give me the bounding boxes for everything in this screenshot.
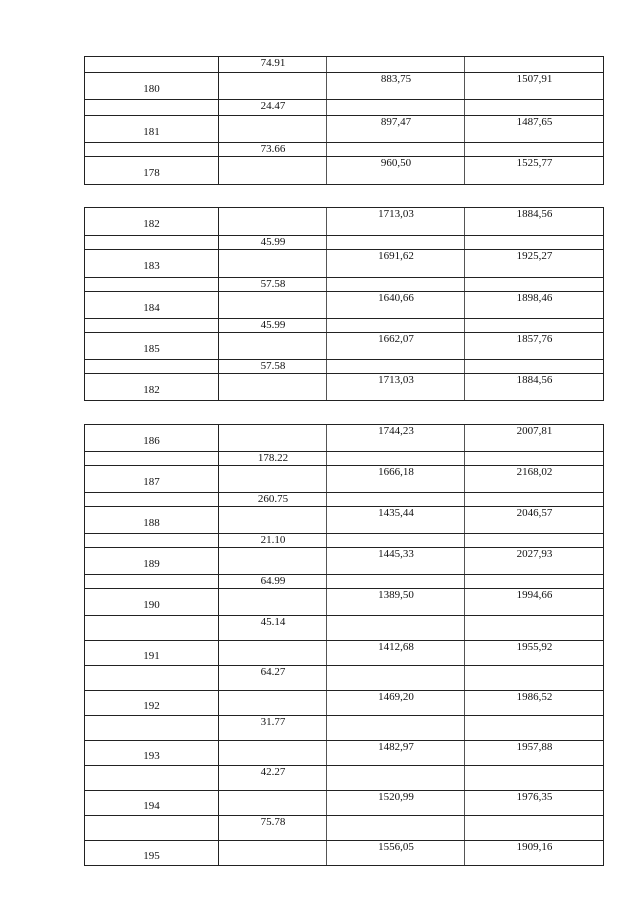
rule-line [84,815,604,816]
value-a: 1640,66 [378,292,414,304]
value-b: 2007,81 [516,425,553,437]
segment-value: 21.10 [260,534,286,546]
segment-value: 57.58 [260,278,286,290]
table-row [84,424,604,451]
rule-line [84,715,604,716]
segment-value: 260.75 [257,493,289,505]
row-id: 184 [143,302,160,314]
value-a: 960,50 [380,157,412,169]
table-cell [465,665,604,690]
table-row [84,506,604,533]
rule-line [84,277,604,278]
segment-value: 64.99 [260,575,286,587]
table-cell [327,765,465,790]
value-b: 2168,02 [516,466,553,478]
table-cell [465,318,604,332]
table-cell [327,715,465,740]
table-row [84,115,604,142]
value-b: 1525,77 [516,157,553,169]
table-cell [327,533,465,547]
table-cell [327,451,465,465]
table-cell [84,533,219,547]
rule-line [84,332,604,333]
table-cell [84,765,219,790]
value-b: 1909,16 [516,841,553,853]
value-a: 897,47 [380,116,412,128]
table-cell [465,56,604,72]
value-a: 1435,44 [378,507,414,519]
value-a: 1713,03 [378,374,414,386]
row-id: 192 [143,700,160,712]
separator-row [84,451,604,465]
table-cell [465,359,604,373]
separator-row [84,492,604,506]
table-cell [327,815,465,840]
table-cell [465,715,604,740]
row-id: 195 [143,850,160,862]
row-id: 194 [143,800,160,812]
table-row [84,740,604,765]
data-table [84,424,604,865]
table-cell [84,56,219,72]
table-cell [327,142,465,156]
table-cell [84,318,219,332]
rule-line [84,665,604,666]
table-row [84,588,604,615]
table-cell [465,142,604,156]
row-id: 182 [143,384,160,396]
separator-row [84,99,604,115]
table-cell [84,574,219,588]
table-cell [219,740,327,765]
value-b: 1884,56 [516,374,553,386]
table-cell [84,665,219,690]
value-a: 1556,05 [378,841,414,853]
segment-value: 74.91 [260,57,286,69]
table-cell [465,99,604,115]
row-id: 178 [143,167,160,179]
table-cell [84,99,219,115]
table-cell [219,207,327,235]
rule-line [84,115,604,116]
table-cell [219,156,327,184]
rule-line [84,506,604,507]
rule-line [84,492,604,493]
table-cell [219,373,327,400]
value-b: 2046,57 [516,507,553,519]
table-cell [465,451,604,465]
table-cell [84,715,219,740]
table-cell [465,277,604,291]
table-cell [84,235,219,249]
row-id: 180 [143,83,160,95]
value-a: 1389,50 [378,589,414,601]
row-id: 186 [143,435,160,447]
rule-line [84,574,604,575]
table-row [84,207,604,235]
row-id: 187 [143,476,160,488]
data-table [84,207,604,400]
table-cell [84,815,219,840]
data-table [84,56,604,184]
table-cell [465,492,604,506]
table-cell [465,533,604,547]
table-cell [465,615,604,640]
table-row [84,465,604,492]
value-a: 1662,07 [378,333,414,345]
row-id: 183 [143,260,160,272]
rule-line [84,99,604,100]
rule-line [84,765,604,766]
rule-line [84,615,604,616]
row-id: 191 [143,650,160,662]
table-row [84,249,604,277]
table-cell [219,506,327,533]
value-b: 1925,27 [516,250,553,262]
table-cell [327,99,465,115]
value-a: 1445,33 [378,548,414,560]
rule-line [84,373,604,374]
rule-line [84,865,604,866]
table-cell [327,235,465,249]
table-cell [219,72,327,99]
table-cell [327,277,465,291]
separator-row [84,765,604,790]
value-a: 1482,97 [378,741,414,753]
segment-value: 73.66 [260,143,286,155]
table-row [84,690,604,715]
rule-line [84,291,604,292]
value-b: 2027,93 [516,548,553,560]
rule-line [84,72,604,73]
row-id: 182 [143,218,160,230]
value-a: 1744,23 [378,425,414,437]
table-cell [84,359,219,373]
table-cell [84,451,219,465]
table-cell [219,465,327,492]
table-row [84,72,604,99]
table-row [84,640,604,665]
rule-line [84,640,604,641]
rule-line [84,547,604,548]
rule-line [84,424,604,425]
table-row [84,291,604,318]
table-cell [465,815,604,840]
rule-line [84,156,604,157]
value-b: 1898,46 [516,292,553,304]
segment-value: 31.77 [260,716,286,728]
rule-line [84,790,604,791]
rule-line [84,690,604,691]
table-cell [327,615,465,640]
value-b: 1507,91 [516,73,553,85]
table-cell [84,615,219,640]
segment-value: 45.99 [260,319,286,331]
table-row [84,373,604,400]
value-a: 1666,18 [378,466,414,478]
table-cell [327,574,465,588]
row-id: 185 [143,343,160,355]
segment-value: 45.14 [260,616,286,628]
value-a: 1412,68 [378,641,414,653]
rule-line [84,184,604,185]
separator-row [84,318,604,332]
rule-line [84,533,604,534]
value-a: 1469,20 [378,691,414,703]
row-id: 188 [143,517,160,529]
table-cell [219,840,327,865]
segment-value: 64.27 [260,666,286,678]
table-cell [219,547,327,574]
value-a: 1520,99 [378,791,414,803]
rule-line [84,207,604,208]
value-b: 1955,92 [516,641,553,653]
table-cell [219,291,327,318]
table-cell [465,574,604,588]
value-a: 1691,62 [378,250,414,262]
table-row [84,790,604,815]
separator-row [84,574,604,588]
rule-line [84,359,604,360]
value-b: 1986,52 [516,691,553,703]
rule-line [84,142,604,143]
rule-line [84,235,604,236]
table-cell [219,690,327,715]
table-cell [84,492,219,506]
table-cell [327,665,465,690]
rule-line [84,465,604,466]
rule-line [84,249,604,250]
table-row [84,156,604,184]
row-id: 181 [143,126,160,138]
table-cell [327,318,465,332]
table-cell [84,142,219,156]
row-id: 193 [143,750,160,762]
table-cell [219,640,327,665]
value-b: 1957,88 [516,741,553,753]
row-id: 189 [143,558,160,570]
segment-value: 42.27 [260,766,286,778]
table-cell [219,115,327,142]
segment-value: 24.47 [260,100,286,112]
table-row [84,840,604,865]
value-b: 1884,56 [516,208,553,220]
separator-row [84,359,604,373]
table-cell [84,277,219,291]
value-a: 883,75 [380,73,412,85]
rule-line [84,840,604,841]
value-a: 1713,03 [378,208,414,220]
rule-line [84,56,604,57]
separator-row [84,665,604,690]
table-cell [219,249,327,277]
rule-line [84,400,604,401]
table-row [84,332,604,359]
segment-value: 57.58 [260,360,286,372]
table-cell [219,424,327,451]
separator-row [84,715,604,740]
separator-row [84,235,604,249]
separator-row [84,815,604,840]
table-cell [327,56,465,72]
table-row [84,547,604,574]
rule-line [84,740,604,741]
value-b: 1976,35 [516,791,553,803]
segment-value: 178.22 [257,452,289,464]
table-cell [219,790,327,815]
separator-row [84,142,604,156]
separator-row [84,56,604,72]
value-b: 1487,65 [516,116,553,128]
table-cell [219,588,327,615]
rule-line [84,318,604,319]
table-cell [465,235,604,249]
segment-value: 75.78 [260,816,286,828]
rule-line [84,588,604,589]
separator-row [84,533,604,547]
value-b: 1994,66 [516,589,553,601]
table-cell [327,492,465,506]
value-b: 1857,76 [516,333,553,345]
separator-row [84,615,604,640]
rule-line [84,451,604,452]
segment-value: 45.99 [260,236,286,248]
separator-row [84,277,604,291]
row-id: 190 [143,599,160,611]
table-cell [219,332,327,359]
table-cell [465,765,604,790]
table-cell [327,359,465,373]
